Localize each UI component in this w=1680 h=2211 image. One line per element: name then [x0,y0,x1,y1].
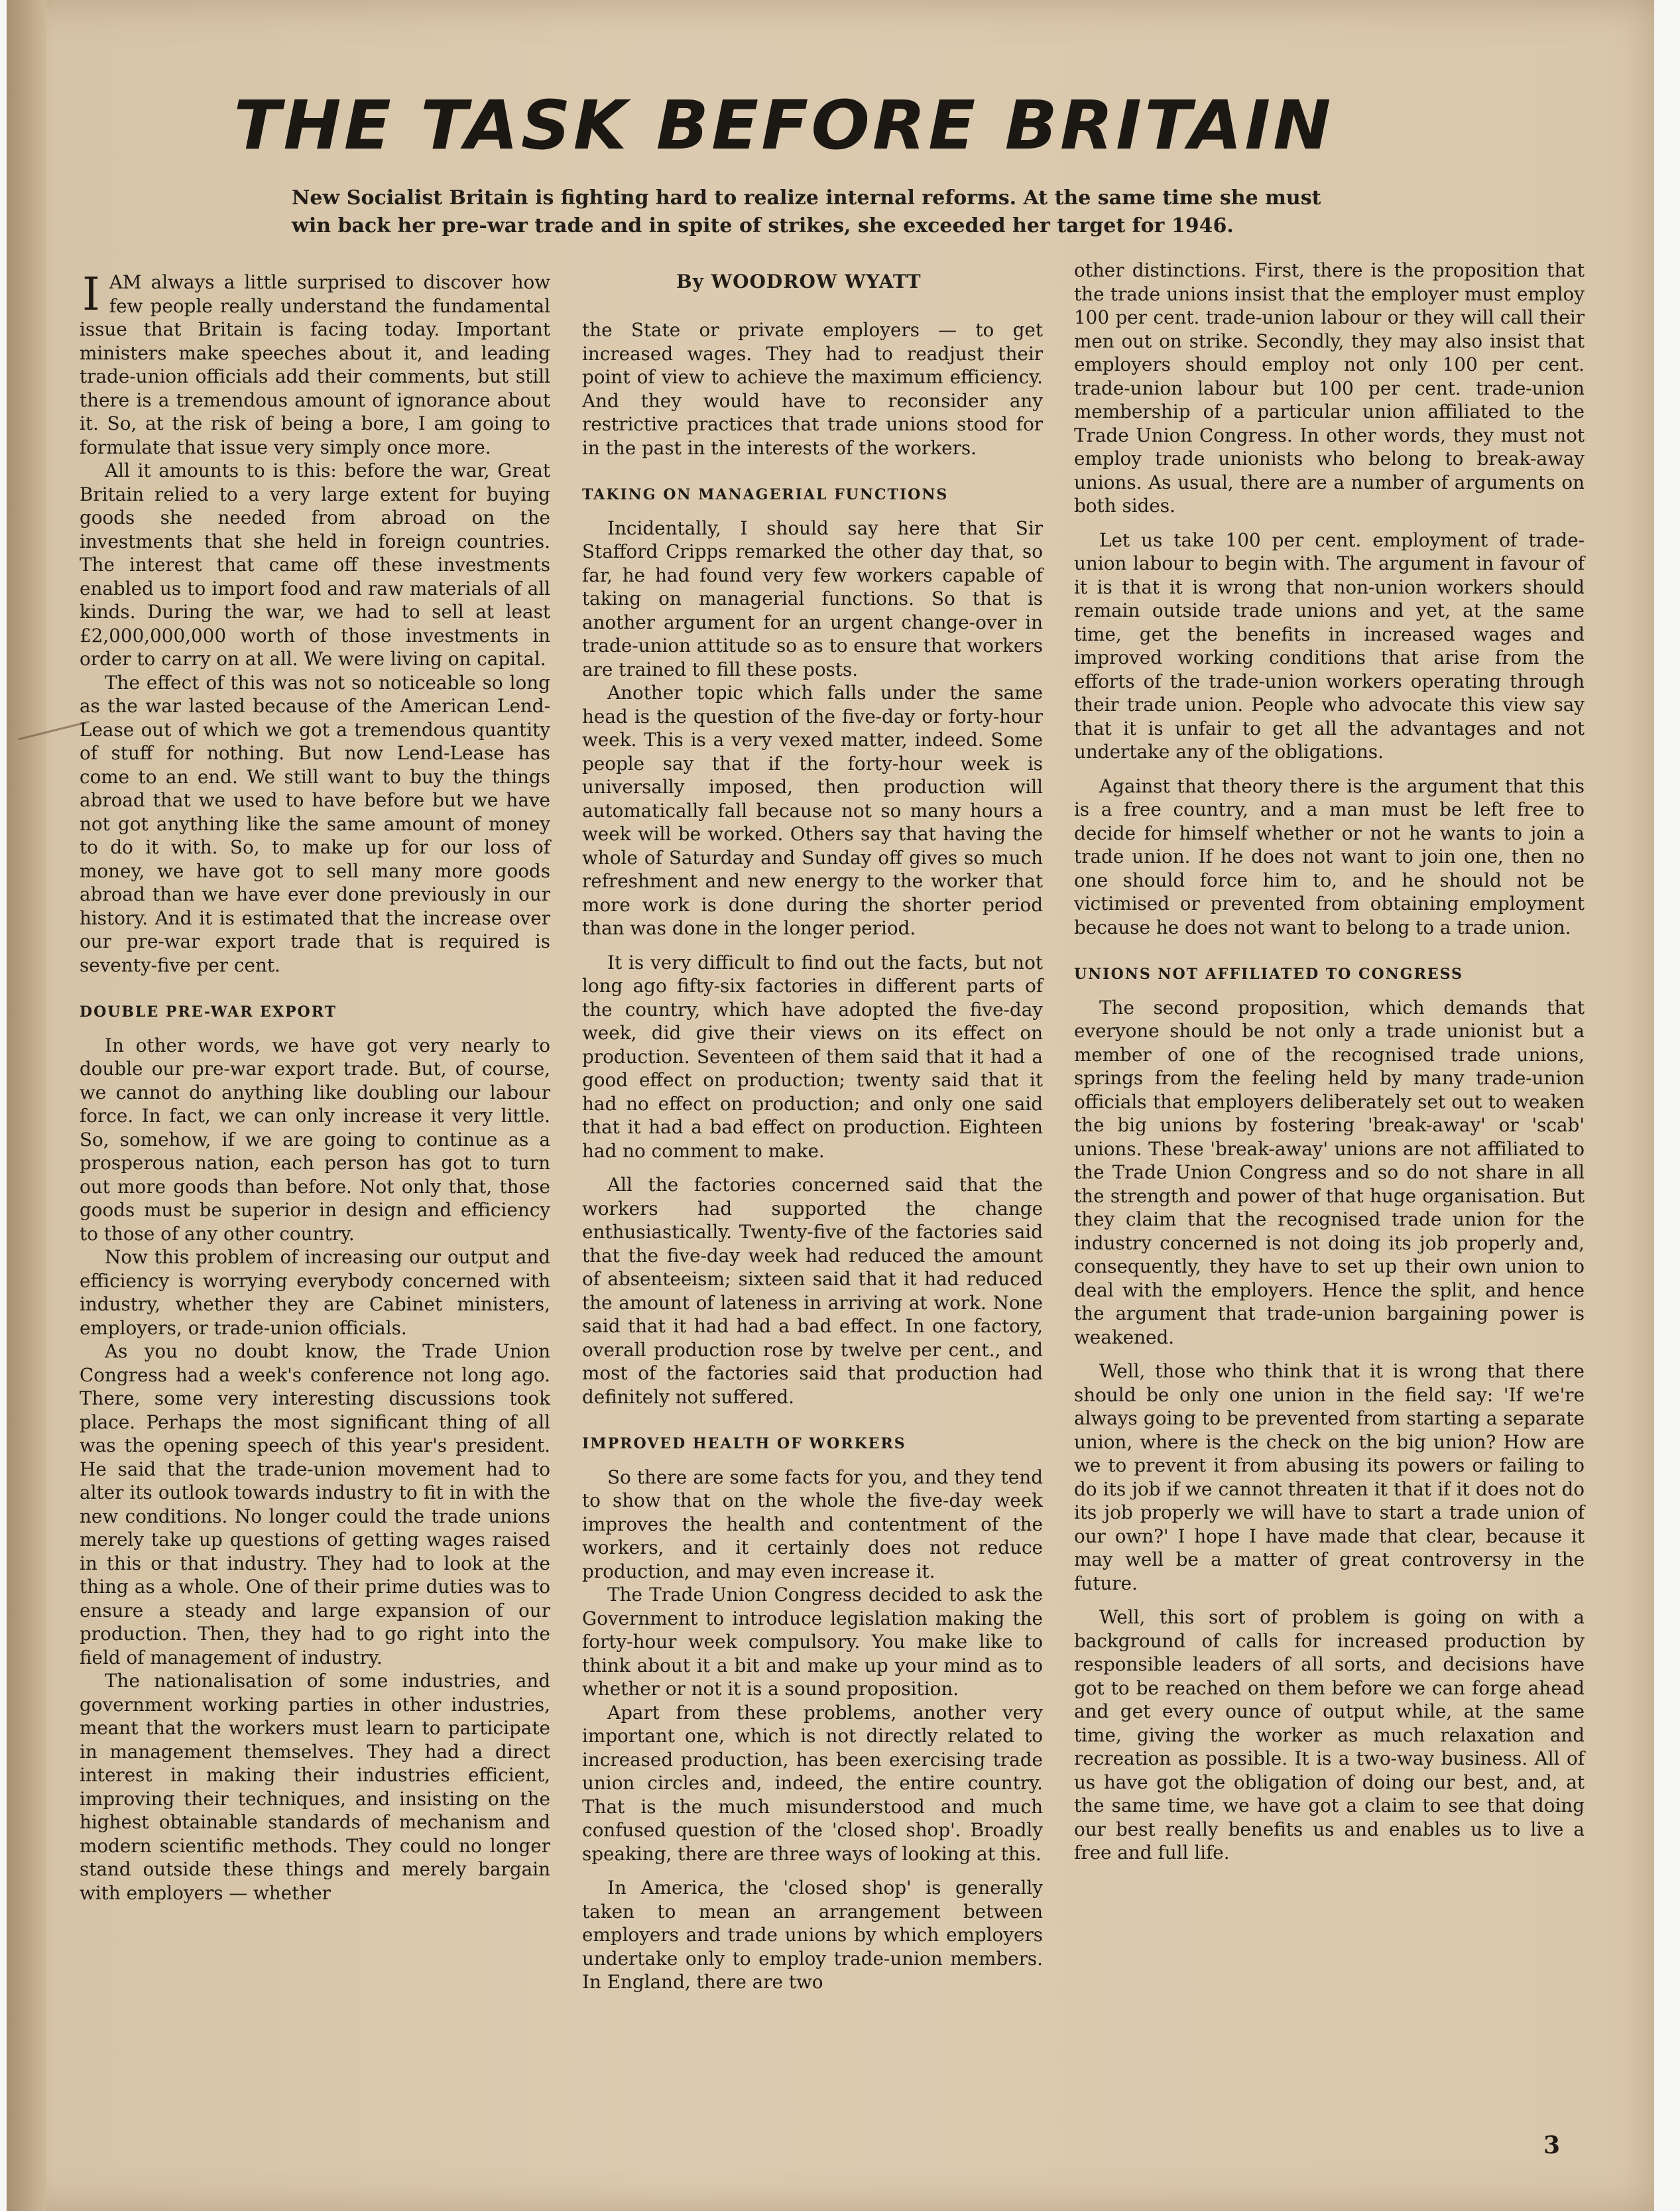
paragraph-text: AM always a little surprised to discover how few people really understand the fundamental issue that Britain is facing today. Important ministers make speeches about it, and leading trade-union officials add their comments, but still there is a tremendous amount of ignorance about it. So, at the risk of being a bore, I am going to formulate that issue very simply once more. [80,271,550,458]
drop-cap: I [82,269,100,321]
magazine-page [7,0,1654,2211]
section-heading: DOUBLE PRE-WAR EXPORT [80,1003,337,1021]
column-2 [582,318,1043,1994]
section-heading: IMPROVED HEALTH OF WORKERS [582,1435,906,1452]
paragraph: Apart from these problems, another very important one, which is not directly related to increased production, has been exercising trade union circles and, indeed, the entire country. That is the much misunderstood and much confused question of the 'closed shop'. Broadly speaking, there are three ways of looking at this. [582,1701,1043,1865]
paragraph: In America, the 'closed shop' is generally taken to mean an arrangement between employers and trade unions by which employers undertake only to employ trade-union members. In England, there are two [582,1877,1043,1993]
page-number: 3 [1543,2131,1561,2159]
paragraph: All it amounts to is this: before the war, Great Britain relied to a very large extent for buying goods she needed from abroad on the investments that she held in foreign countries. The interest that came off these investments enabled us to import food and raw materials of all kinds. During the war, we had to sell at least £2,000,000,000 worth of those investments in order to carry on at all. We were living on capital. [80,460,550,670]
paragraph: Well, this sort of problem is going on with a background of calls for increased production by responsible leaders of all sorts, and decisions have got to be reached on them before we can forge ahead and get every ounce of output while, at the same time, giving the worker as much relaxation and recreation as possible. It is a two-way business. All of us have got the obligation of doing our best, and, at the same time, we have got a claim to see that doing our best really benefits us and enables us to live a free and full life. [1074,1606,1585,1864]
paragraph [80,271,550,459]
column-3 [1074,259,1585,1865]
paragraph: It is very difficult to find out the facts, but not long ago fifty-six factories in different parts of the country, which have adopted the five-day week, did give their views on its effect on production. Seventeen of them said that it had a good effect on production; twenty said that it had no effect on production; and only one said that it had a bad effect on production. Eighteen had no comment to make. [582,951,1043,1162]
paragraph: Against that theory there is the argument that this is a free country, and a man must be left free to decide for himself whether or not he wants to join a trade union. If he does not want to join one, then no one should force him to, and he should not be victimised or prevented from obtaining employment because he does not want to belong to a trade union. [1074,775,1585,938]
paragraph: Another topic which falls under the same head is the question of the five-day or forty-hour week. This is a very vexed matter, indeed. Some people say that if the forty-hour week is universally imposed, then production will automatically fall because not so many hours a week will be worked. Others say that having the whole of Saturday and Sunday off gives so much refreshment and new energy to the worker that more work is done during the shorter period than was done in the longer period. [582,682,1043,939]
paragraph: In other words, we have got very nearly to double our pre-war export trade. But, of course, we cannot do anything like doubling our labour force. In fact, we can only increase it very little. So, somehow, if we are going to continue as a prosperous nation, each person has got to turn out more goods than before. Not only that, those goods must be superior in design and efficiency to those of any other country. [80,1034,550,1245]
paragraph: Incidentally, I should say here that Sir Stafford Cripps remarked the other day that, so far, he had found very few workers capable of taking on managerial functions. So that is another argument for an urgent change-over in trade-union attitude so as to ensure that workers are trained to fill these posts. [582,517,1043,680]
paragraph: The Trade Union Congress decided to ask the Government to introduce legislation making the forty-hour week compulsory. You make like to think about it a bit and make up your mind as to whether or not it is a sound proposition. [582,1584,1043,1700]
paragraph: The nationalisation of some industries, and government working parties in other industries, meant that the workers must learn to participate in management themselves. They had a direct interest in making their industries efficient, improving their techniques, and insisting on the highest obtainable standards of mechanism and modern scientific methods. They could no longer stand outside these things and merely bargain with employers — whether [80,1670,550,1904]
paragraph: The effect of this was not so noticeable so long as the war lasted because of the American Lend-Lease out of which we got a tremendous quantity of stuff for nothing. But now Lend-Lease has come to an end. We still want to buy the things abroad that we used to have before but we have not got anything like the same amount of money to do it with. So, to make up for our loss of money, we have got to sell many more goods abroad than we have ever done previously in our history. And it is estimated that the increase over our pre-war export trade that is required is seventy-five per cent. [80,671,550,976]
article-title: THE TASK BEFORE BRITAIN [233,86,1334,165]
paragraph: other distinctions. First, there is the proposition that the trade unions insist that the employer must employ 100 per cent. trade-union labour or they will call their men out on strike. Secondly, they may also insist that employers should employ not only 100 per cent. trade-union labour but 100 per cent. trade-union membership of a particular union affiliated to the Trade Union Congress. In other words, they must not employ trade unionists who belong to break-away unions. As usual, there are a number of arguments on both sides. [1074,259,1585,517]
paragraph: Let us take 100 per cent. employment of trade-union labour to begin with. The argument in favour of it is that it is wrong that non-union workers should remain outside trade unions and yet, at the same time, get the benefits in increased wages and improved working conditions that arise from the efforts of the trade-union workers operating through their trade union. People who advocate this view say that it is unfair to get all the advantages and not undertake any of the obligations. [1074,529,1585,763]
section-heading: UNIONS NOT AFFILIATED TO CONGRESS [1074,966,1463,983]
column-1 [80,271,550,1905]
page-binding-edge [7,0,46,2211]
paragraph: The second proposition, which demands that everyone should be not only a trade unionist but a member of one of the recognised trade unions, springs from the feeling held by many trade-union officials that employers deliberately set out to weaken the big unions by fostering 'break-away' or 'scab' unions. These 'break-away' unions are not affiliated to the Trade Union Congress and so do not share in all the strength and power of that huge organisation. But they claim that the recognised trade union for the industry concerned is not doing its job properly and, consequently, they have to set up their own union to deal with the employers. Hence the split, and hence the argument that trade-union bargaining power is weakened. [1074,996,1585,1348]
paragraph: the State or private employers — to get increased wages. They had to readjust their point of view to achieve the maximum efficiency. And they would have to reconsider any restrictive practices that trade unions stood for in the past in the interests of the workers. [582,319,1043,459]
paragraph: Now this problem of increasing our output and efficiency is worrying everybody concerned with industry, whether they are Cabinet ministers, employers, or trade-union officials. [80,1246,550,1339]
article-byline: By WOODROW WYATT [676,271,922,292]
paragraph: As you no doubt know, the Trade Union Congress had a week's conference not long ago. There, some very interesting discussions took place. Perhaps the most significant thing of all was the opening speech of this year's president. He said that the trade-union movement had to alter its outlook towards industry to fit in with the new conditions. No longer could the trade unions merely take up questions of getting wages raised in this or that industry. They had to look at the thing as a whole. One of their prime duties was to ensure a steady and large expansion of our production. Then, they had to go right into the field of management of industry. [80,1340,550,1669]
paragraph: Well, those who think that it is wrong that there should be only one union in the field say: 'If we're always going to be prevented from starting a separate union, where is the check on the big union? How are we to prevent it from abusing its powers or failing to do its job if we cannot threaten it that if it does not do its job properly we will have to start a trade union of our own?' I hope I have made that clear, because it may well be a matter of great controversy in the future. [1074,1360,1585,1594]
paragraph: So there are some facts for you, and they tend to show that on the whole the five-day week improves the health and contentment of the workers, and it certainly does not reduce production, and may even increase it. [582,1466,1043,1582]
article-subtitle: New Socialist Britain is fighting hard to realize internal reforms. At the same time she must win back her pre-war trade and in spite of strikes, she exceeded her target for 1946. [292,186,1321,237]
section-heading: TAKING ON MANAGERIAL FUNCTIONS [582,486,949,503]
paragraph: All the factories concerned said that the workers had supported the change enthusiastically. Twenty-five of the factories said that the five-day week had reduced the amount of absenteeism; sixteen said that it had reduced the amount of lateness in arriving at work. None said that it had had a bad effect. In one factory, overall production rose by twelve per cent., and most of the factories said that production had definitely not suffered. [582,1174,1043,1408]
